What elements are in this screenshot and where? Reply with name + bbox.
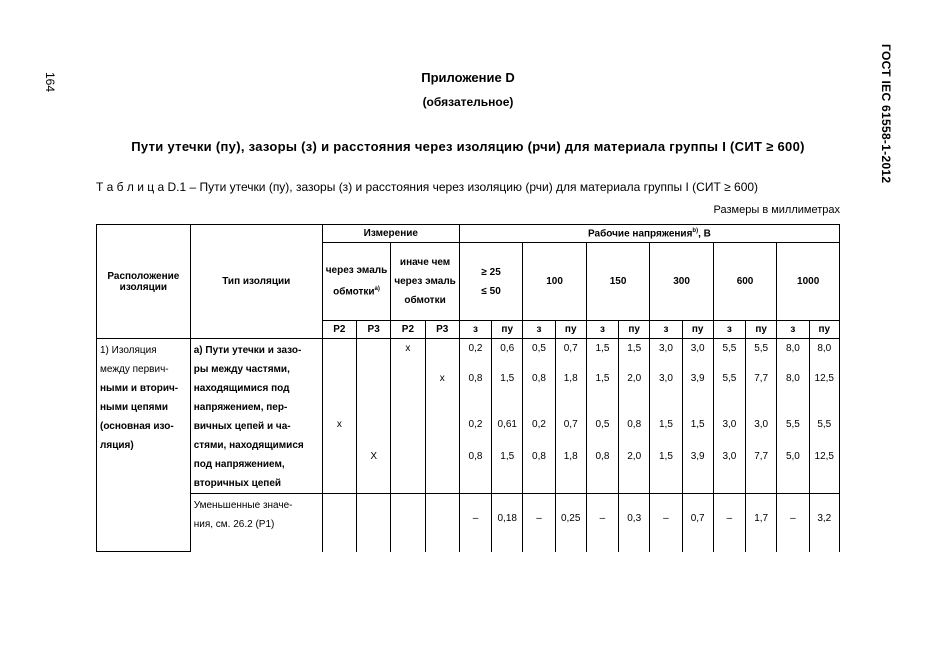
mark-cell	[322, 494, 356, 552]
units-note: Размеры в миллиметрах	[713, 204, 840, 216]
appendix-subtitle: (обязательное)	[422, 95, 514, 109]
value-cell: 0,8	[619, 415, 650, 447]
header-v6: 1000	[777, 243, 840, 321]
header-pu: пу	[555, 321, 586, 339]
value-cell: 1,5	[586, 369, 618, 415]
value-cell: 0,5	[586, 415, 618, 447]
mark-cell	[425, 447, 459, 493]
header-v3: 150	[586, 243, 649, 321]
value-cell: 5,5	[746, 339, 777, 369]
header-otherwise: иначе чем через эмаль обмотки	[391, 243, 460, 321]
mark-cell: x	[322, 415, 356, 447]
cell-reduced	[190, 494, 322, 552]
value-cell: 8,0	[809, 339, 839, 369]
value-cell: 0,7	[555, 415, 586, 447]
page-number: 164	[43, 72, 57, 93]
header-z: з	[459, 321, 491, 339]
value-cell: 0,2	[459, 339, 491, 369]
cell-type	[190, 339, 322, 494]
header-type: Тип изоляции	[190, 225, 322, 339]
value-cell: –	[523, 494, 555, 552]
mark-cell	[425, 494, 459, 552]
value-cell: 1,5	[650, 415, 682, 447]
standard-label: ГОСТ IEC 61558-1-2012	[879, 44, 893, 184]
mark-cell: x	[391, 339, 425, 369]
header-v2: 100	[523, 243, 586, 321]
cell-location-line: (основная изо-	[100, 421, 174, 432]
value-cell: 12,5	[809, 369, 839, 415]
table-row	[97, 339, 840, 369]
table-row-reduced	[97, 494, 840, 552]
mark-cell	[425, 415, 459, 447]
value-cell: 3,0	[746, 415, 777, 447]
mark-cell	[391, 369, 425, 415]
mark-cell	[357, 369, 391, 415]
value-cell: 0,8	[523, 447, 555, 493]
mark-cell	[357, 339, 391, 369]
value-cell: 3,0	[650, 369, 682, 415]
header-through-enamel: через эмаль обмотки$^{а)}$	[322, 243, 391, 321]
cell-location-line: ными цепями	[100, 402, 169, 413]
value-cell: 5,5	[809, 415, 839, 447]
value-cell: –	[586, 494, 618, 552]
mark-cell	[357, 494, 391, 552]
value-cell: 3,0	[713, 447, 745, 493]
value-cell: 0,5	[523, 339, 555, 369]
value-cell: 7,7	[746, 369, 777, 415]
value-cell: 0,7	[555, 339, 586, 369]
mark-cell	[391, 415, 425, 447]
cell-reduced-line: ния, см. 26.2 (Р1)	[193, 519, 275, 530]
header-p-3: Р3	[425, 321, 459, 339]
value-cell: 8,0	[777, 369, 809, 415]
cell-location-line: ляция)	[100, 440, 134, 451]
value-cell: 1,5	[619, 339, 650, 369]
cell-type-line: а) Пути утечки и зазо-	[193, 345, 302, 356]
cell-reduced-line: Уменьшенные значе-	[193, 500, 293, 511]
value-cell: 8,0	[777, 339, 809, 369]
cell-location-line: между первич-	[100, 364, 169, 375]
value-cell: 0,61	[492, 415, 523, 447]
header-p-2: Р2	[391, 321, 425, 339]
value-cell: 5,0	[777, 447, 809, 493]
header-measurement: Измерение	[322, 225, 459, 243]
value-cell: 1,8	[555, 369, 586, 415]
header-v4: 300	[650, 243, 713, 321]
value-cell: 2,0	[619, 447, 650, 493]
value-cell: 7,7	[746, 447, 777, 493]
value-cell: –	[777, 494, 809, 552]
cell-type-line: ры между частями,	[193, 364, 290, 375]
mark-cell	[322, 447, 356, 493]
value-cell: 3,9	[682, 369, 713, 415]
header-pu: пу	[682, 321, 713, 339]
table-body	[97, 339, 840, 552]
header-v1: ≥ 25 ≤ 50	[459, 243, 522, 321]
header-p-1: Р3	[357, 321, 391, 339]
value-cell: 5,5	[713, 339, 745, 369]
value-cell: 1,5	[492, 369, 523, 415]
header-z: з	[650, 321, 682, 339]
mark-cell	[322, 339, 356, 369]
value-cell: 0,18	[492, 494, 523, 552]
cell-type-line: напряжением, пер-	[193, 402, 288, 413]
mark-cell	[391, 494, 425, 552]
mark-cell	[425, 339, 459, 369]
header-z: з	[777, 321, 809, 339]
value-cell: 0,2	[523, 415, 555, 447]
header-pu: пу	[809, 321, 839, 339]
value-cell: 0,3	[619, 494, 650, 552]
value-cell: 3,9	[682, 447, 713, 493]
cell-type-line: вторичных цепей	[193, 478, 282, 489]
cell-type-line: стями, находящимися	[193, 440, 304, 451]
value-cell: 0,6	[492, 339, 523, 369]
value-cell: 3,2	[809, 494, 839, 552]
value-cell: 1,5	[492, 447, 523, 493]
header-p-0: Р2	[322, 321, 356, 339]
value-cell: 1,5	[650, 447, 682, 493]
section-heading: Пути утечки (пу), зазоры (з) и расстояния через изоляцию (рчи) для материала группы I (СИТ ≥ 600)	[131, 139, 805, 154]
header-pu: пу	[492, 321, 523, 339]
cell-location	[97, 339, 191, 552]
value-cell: 0,7	[682, 494, 713, 552]
value-cell: 0,25	[555, 494, 586, 552]
value-cell: 0,8	[459, 447, 491, 493]
value-cell: 3,0	[713, 415, 745, 447]
value-cell: 5,5	[777, 415, 809, 447]
value-cell: 1,5	[682, 415, 713, 447]
value-cell: 0,8	[586, 447, 618, 493]
header-z: з	[586, 321, 618, 339]
value-cell: 1,8	[555, 447, 586, 493]
header-z: з	[523, 321, 555, 339]
header-location: Расположение изоляции	[97, 225, 191, 339]
value-cell: –	[459, 494, 491, 552]
cell-location-line: ными и вторич-	[100, 383, 179, 394]
mark-cell: X	[357, 447, 391, 493]
value-cell: 3,0	[650, 339, 682, 369]
value-cell: 0,2	[459, 415, 491, 447]
value-cell: 5,5	[713, 369, 745, 415]
header-z: з	[713, 321, 745, 339]
clearance-table	[96, 224, 840, 552]
header-pu: пу	[746, 321, 777, 339]
value-cell: 1,5	[586, 339, 618, 369]
cell-type-line: вичных цепей и ча-	[193, 421, 291, 432]
mark-cell	[391, 447, 425, 493]
cell-location-line: 1) Изоляция	[100, 345, 157, 356]
value-cell: 12,5	[809, 447, 839, 493]
header-v5: 600	[713, 243, 776, 321]
value-cell: –	[713, 494, 745, 552]
value-cell: 1,7	[746, 494, 777, 552]
mark-cell: x	[425, 369, 459, 415]
mark-cell	[357, 415, 391, 447]
header-voltages: Рабочие напряжения$^{b)}$, В	[459, 225, 839, 243]
cell-type-line: находящимися под	[193, 383, 290, 394]
table-caption: Т а б л и ц а D.1 – Пути утечки (пу), зазоры (з) и расстояния через изоляцию (рчи) для материала группы I (СИТ ≥ 600)	[96, 180, 759, 194]
value-cell: 2,0	[619, 369, 650, 415]
appendix-title: Приложение D	[421, 70, 515, 85]
header-pu: пу	[619, 321, 650, 339]
mark-cell	[322, 369, 356, 415]
value-cell: 0,8	[523, 369, 555, 415]
value-cell: –	[650, 494, 682, 552]
value-cell: 3,0	[682, 339, 713, 369]
value-cell: 0,8	[459, 369, 491, 415]
cell-type-line: под напряжением,	[193, 459, 285, 470]
